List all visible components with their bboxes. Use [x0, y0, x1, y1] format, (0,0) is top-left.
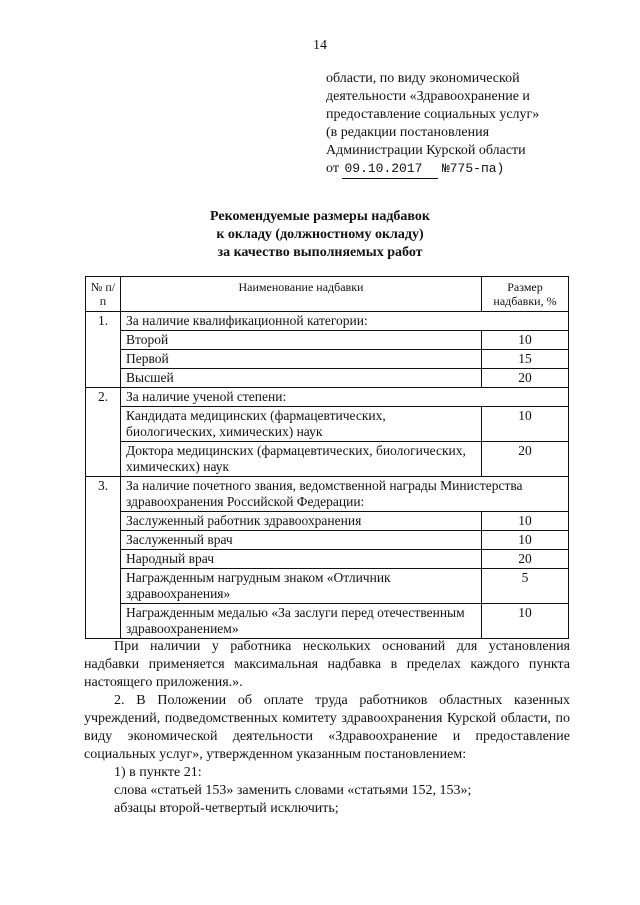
- row-value: 10: [482, 407, 569, 442]
- row-name: Награжденным нагрудным знаком «Отличник здравоохранения»: [121, 569, 482, 604]
- document-number: №775-па): [441, 161, 505, 176]
- header-num: № п/п: [86, 277, 121, 312]
- header-line: Администрации Курской области: [326, 143, 526, 158]
- body-text: [84, 638, 570, 818]
- title-line: Рекомендуемые размеры надбавок: [210, 209, 430, 224]
- row-value: 20: [482, 550, 569, 569]
- row-name: Народный врач: [121, 550, 482, 569]
- row-value: 15: [482, 350, 569, 369]
- row-name: Заслуженный работник здравоохранения: [121, 512, 482, 531]
- row-name: Первой: [121, 350, 482, 369]
- group-number: 3.: [86, 477, 121, 639]
- table-row: [86, 477, 569, 512]
- title-line: к окладу (должностному окладу): [216, 227, 424, 242]
- header-line: (в редакции постановления: [326, 125, 490, 140]
- row-name: Награжденным медалью «За заслуги перед отечественным здравоохранением»: [121, 604, 482, 639]
- group-title: За наличие почетного звания, ведомственной награды Министерства здравоохранения Российской Федерации:: [121, 477, 569, 512]
- paragraph: 2. В Положении об оплате труда работников областных казенных учреждений, подведомственных комитету здравоохранения Курской области, по виду экономической деятельности «Здравоохранение и предоставление социальных услуг», утвержденном указанным постановлением:: [84, 693, 570, 762]
- row-name: Второй: [121, 331, 482, 350]
- table-header-row: [86, 277, 569, 312]
- row-value: 10: [482, 604, 569, 639]
- table-row: [86, 331, 569, 350]
- group-title: За наличие ученой степени:: [121, 388, 569, 407]
- paragraph: слова «статьей 153» заменить словами «статьями 152, 153»;: [114, 783, 472, 798]
- header-size: Размер надбавки, %: [482, 277, 569, 312]
- header-line: деятельности «Здравоохранение и: [326, 89, 530, 104]
- allowance-table: [85, 276, 569, 639]
- header-line: предоставление социальных услуг»: [326, 107, 540, 122]
- title-line: за качество выполняемых работ: [217, 245, 423, 260]
- row-value: 20: [482, 442, 569, 477]
- group-number: 1.: [86, 312, 121, 388]
- row-value: 10: [482, 512, 569, 531]
- table-row: [86, 569, 569, 604]
- row-name: Высшей: [121, 369, 482, 388]
- row-value: 20: [482, 369, 569, 388]
- table-row: [86, 512, 569, 531]
- table-row: [86, 350, 569, 369]
- table-title: [0, 208, 640, 262]
- table-row: [86, 388, 569, 407]
- table-row: [86, 550, 569, 569]
- group-number: 2.: [86, 388, 121, 477]
- table-row: [86, 407, 569, 442]
- document-date: 09.10.2017: [342, 160, 438, 179]
- table-row: [86, 312, 569, 331]
- row-value: 5: [482, 569, 569, 604]
- header-date-line: [326, 160, 626, 179]
- table-row: [86, 531, 569, 550]
- header-name: Наименование надбавки: [121, 277, 482, 312]
- row-value: 10: [482, 531, 569, 550]
- row-name: Доктора медицинских (фармацевтических, биологических, химических) наук: [121, 442, 482, 477]
- paragraph: 1) в пункте 21:: [114, 765, 202, 780]
- paragraph: абзацы второй-четвертый исключить;: [114, 801, 339, 816]
- row-name: Кандидата медицинских (фармацевтических, биологических, химических) наук: [121, 407, 482, 442]
- row-name: Заслуженный врач: [121, 531, 482, 550]
- row-value: 10: [482, 331, 569, 350]
- table-row: [86, 442, 569, 477]
- page-number: 14: [313, 38, 327, 53]
- table-row: [86, 604, 569, 639]
- header-block: [326, 70, 626, 179]
- header-line: области, по виду экономической: [326, 71, 520, 86]
- group-title: За наличие квалификационной категории:: [121, 312, 569, 331]
- paragraph: При наличии у работника нескольких оснований для установления надбавки применяется максимальная надбавка в пределах каждого пункта настоящего приложения.».: [84, 639, 570, 690]
- from-label: от: [326, 161, 339, 176]
- table-row: [86, 369, 569, 388]
